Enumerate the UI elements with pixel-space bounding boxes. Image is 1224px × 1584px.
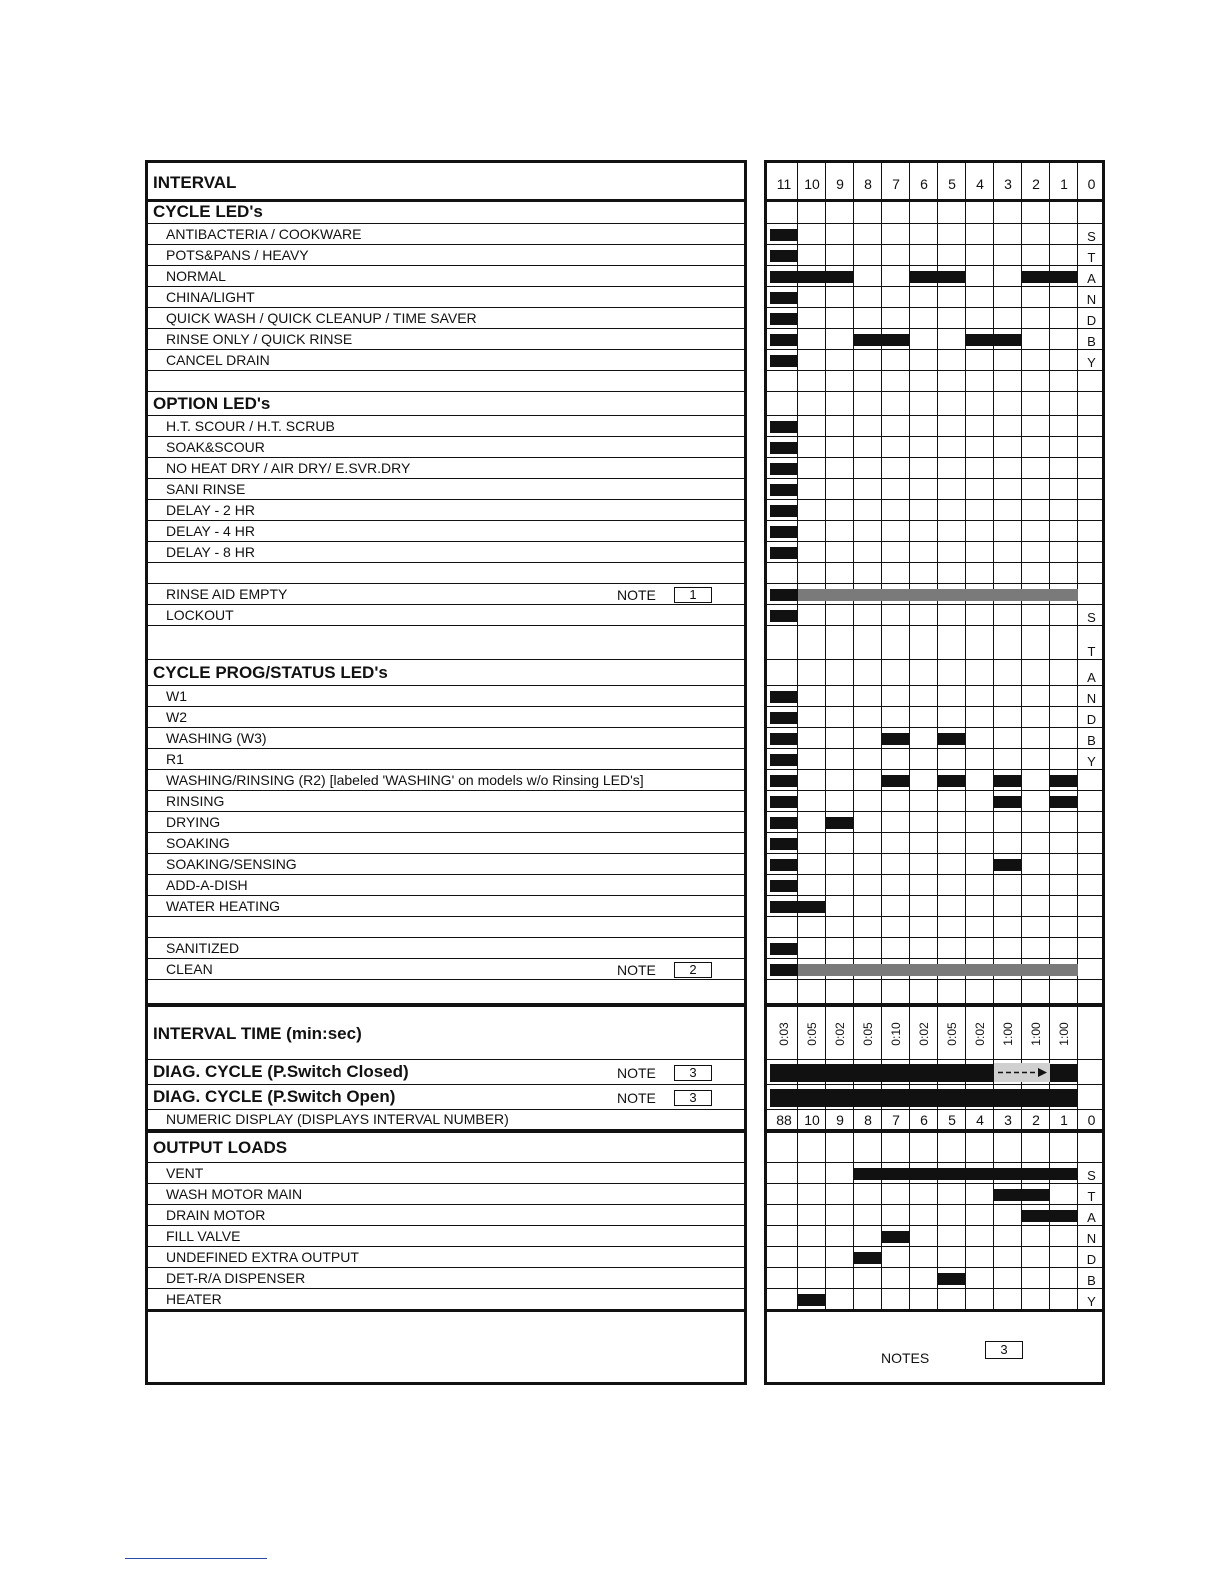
row-divider [148,937,744,938]
numeric-display-value: 9 [836,1112,844,1128]
row-divider [148,769,744,770]
grid-row-divider [767,541,1102,542]
timing-bar [770,271,854,283]
timing-bar [994,1189,1050,1201]
label-drainmotor: DRAIN MOTOR [166,1206,266,1223]
note-number-box: 3 [674,1065,712,1081]
label-pots: POTS&PANS / HEAVY [166,246,309,263]
grid-row-divider [767,727,1102,728]
timing-bar [770,838,798,850]
grid-row-divider [767,1006,1102,1007]
grid-row-divider [767,685,1102,686]
standby-letter: B [1087,334,1096,349]
timing-bar [770,292,798,304]
timing-bar [882,733,910,745]
standby-letter: A [1087,271,1096,286]
row-divider [148,286,744,287]
row-divider [148,499,744,500]
timing-bar [770,880,798,892]
label-washing: WASHING (W3) [166,729,267,746]
row-divider [148,541,744,542]
interval-column-header: 8 [864,176,872,192]
numeric-display-value: 88 [776,1112,792,1128]
timing-bar [770,691,798,703]
timing-bar [994,775,1022,787]
grid-row-divider [767,370,1102,371]
note-number-box: 2 [674,962,712,978]
interval-column-header: 2 [1032,176,1040,192]
numeric-display-value: 5 [948,1112,956,1128]
label-washmotor: WASH MOTOR MAIN [166,1185,303,1202]
row-divider [148,811,744,812]
timing-bar [770,901,826,913]
interval-column-header: 10 [804,176,820,192]
timing-bar [994,859,1022,871]
interval-time-value: 1:00 [1057,1022,1071,1046]
numeric-display-value: 7 [892,1112,900,1128]
grid-column-divider [825,163,826,1310]
grid-row-divider [767,1132,1102,1133]
row-divider [148,583,744,584]
interval-column-header: 6 [920,176,928,192]
row-divider [148,874,744,875]
grid-row-divider [767,1225,1102,1226]
label-soakscour: SOAK&SCOUR [166,438,265,455]
timing-bar [770,355,798,367]
interval-time-value: 0:05 [805,1022,819,1046]
label-antibacteria: ANTIBACTERIA / COOKWARE [166,225,362,242]
standby-letter: N [1086,292,1097,307]
row-divider [148,1109,744,1110]
timing-bar [826,817,854,829]
row-divider [148,832,744,833]
timing-bar [854,1252,882,1264]
label-undefined: UNDEFINED EXTRA OUTPUT [166,1248,359,1265]
interval-time-value: 0:05 [861,1022,875,1046]
standby-letter: D [1086,313,1097,328]
note-number-box: 3 [674,1090,712,1106]
label-soaking: SOAKING [166,834,230,851]
grid-row-divider [767,436,1102,437]
grid-row-divider [767,244,1102,245]
grid-row-divider [767,520,1102,521]
label-cycle_leds: CYCLE LED's [153,201,263,221]
label-numeric: NUMERIC DISPLAY (DISPLAYS INTERVAL NUMBER) [166,1111,509,1127]
label-rinseonly: RINSE ONLY / QUICK RINSE [166,330,353,347]
interval-column-header: 1 [1060,176,1068,192]
grid-row-divider [767,706,1102,707]
standby-letter: D [1086,712,1097,727]
label-htscour: H.T. SCOUR / H.T. SCRUB [166,417,335,434]
row-divider [148,916,744,917]
timing-bar [770,775,798,787]
grid-row-divider [767,1183,1102,1184]
label-fillvalve: FILL VALVE [166,1227,241,1244]
grid-row-divider [767,748,1102,749]
grid-row-divider [767,415,1102,416]
grid-row-divider [767,1267,1102,1268]
interval-column-header: 3 [1004,176,1012,192]
timing-bar [770,421,798,433]
row-divider [148,604,744,605]
row-divider [148,1162,744,1163]
grid-row-divider [767,790,1102,791]
row-divider [148,391,744,392]
grid-row-divider [767,478,1102,479]
row-divider [148,1084,744,1085]
grid-row-divider [767,286,1102,287]
timing-bar [938,1273,966,1285]
interval-time-value: 0:10 [889,1022,903,1046]
grid-row-divider [767,937,1102,938]
row-divider [148,370,744,371]
timing-bar [770,589,798,601]
grid-row-divider [767,265,1102,266]
interval-time-value: 1:00 [1029,1022,1043,1046]
standby-letter: Y [1087,355,1096,370]
row-divider [148,265,744,266]
row-divider [148,853,744,854]
grid-row-divider [767,1246,1102,1247]
standby-letter: T [1087,644,1096,659]
note-number-box: 1 [674,587,712,603]
interval-time-value: 0:02 [973,1022,987,1046]
row-divider [148,1288,744,1289]
label-washrinse: WASHING/RINSING (R2) [labeled 'WASHING' on models w/o Rinsing LED's] [166,771,644,788]
row-divider [148,790,744,791]
timing-bar [770,484,798,496]
label-china: CHINA/LIGHT [166,288,255,305]
numeric-display-value: 4 [976,1112,984,1128]
dashed-arrow-icon [994,1063,1050,1082]
label-drying: DRYING [166,813,221,830]
interval-time-value: 1:00 [1001,1022,1015,1046]
grid-row-divider [767,562,1102,563]
standby-letter: A [1087,670,1096,685]
standby-letter: N [1086,691,1097,706]
row-divider [148,415,744,416]
grid-row-divider [767,958,1102,959]
grid-row-divider [767,199,1102,202]
row-divider [148,748,744,749]
grid-row-divider [767,583,1102,584]
label-soaksense: SOAKING/SENSING [166,855,297,872]
row-divider [148,1204,744,1205]
standby-letter: Y [1087,754,1096,769]
numeric-display-value: 0 [1087,1112,1096,1128]
interval-column-header: 11 [776,176,792,192]
grid-row-divider [767,1109,1102,1110]
grid-row-divider [767,1288,1102,1289]
row-divider [148,307,744,308]
standby-letter: Y [1087,1294,1096,1309]
standby-letter: S [1087,1168,1096,1183]
row-divider [148,727,744,728]
interval-column-header: 7 [892,176,900,192]
row-divider [148,659,744,660]
grid-row-divider [767,457,1102,458]
timing-bar [770,943,798,955]
grid-column-divider [1049,163,1050,1310]
timing-bar [770,505,798,517]
timing-bar [1050,775,1078,787]
note-label: NOTE [617,1089,656,1106]
interval-time-value: 0:05 [945,1022,959,1046]
interval-column-header: 9 [836,176,844,192]
label-option_leds: OPTION LED's [153,393,271,413]
label-output_loads: OUTPUT LOADS [153,1137,288,1157]
timing-bar [770,547,798,559]
interval-column-header: 0 [1087,176,1096,192]
interval-timing-grid [764,160,1105,1385]
interval-time-value: 0:02 [833,1022,847,1046]
timing-bar [770,250,798,262]
label-interval: INTERVAL [153,172,237,192]
label-cycle_prog: CYCLE PROG/STATUS LED's [153,662,388,682]
label-waterheat: WATER HEATING [166,897,281,914]
grid-row-divider [767,1084,1102,1085]
grid-row-divider [767,223,1102,224]
note-label: NOTE [617,586,656,603]
row-divider [148,1309,744,1312]
grid-row-divider [767,895,1102,896]
standby-letter: S [1087,229,1096,244]
timing-bar [1022,1210,1078,1222]
row-divider [148,562,744,563]
grid-row-divider [767,328,1102,329]
label-delay8: DELAY - 8 HR [166,543,255,560]
label-adddish: ADD-A-DISH [166,876,248,893]
timing-bar [798,1294,826,1306]
label-sani: SANI RINSE [166,480,246,497]
timing-bar [770,442,798,454]
timing-bar [770,610,798,622]
standby-letter: D [1086,1252,1097,1267]
numeric-display-value: 10 [804,1112,820,1128]
timing-bar [770,526,798,538]
row-divider [148,436,744,437]
row-divider [148,625,744,626]
timing-bar [1050,796,1078,808]
timing-bar [770,817,798,829]
numeric-display-value: 3 [1004,1112,1012,1128]
timing-bar [770,313,798,325]
numeric-display-value: 2 [1032,1112,1040,1128]
timing-bar [770,796,798,808]
note-label: NOTE [617,961,656,978]
timing-bar [770,733,798,745]
timing-bar [770,334,798,346]
standby-letter: B [1087,733,1096,748]
row-divider [148,457,744,458]
standby-letter: T [1087,1189,1096,1204]
grid-row-divider [767,916,1102,917]
note-label: NOTE [617,1064,656,1081]
timing-bar [854,1168,1078,1180]
numeric-display-value: 1 [1060,1112,1068,1128]
timing-bar [770,859,798,871]
diag-loop-arrow [994,1063,1050,1082]
row-divider [148,244,744,245]
row-divider [148,349,744,350]
grid-row-divider [767,769,1102,770]
timing-bar [770,712,798,724]
row-divider [148,958,744,959]
label-noheat: NO HEAT DRY / AIR DRY/ E.SVR.DRY [166,459,411,476]
chart-labels-panel [145,160,747,1385]
standby-letter: S [1087,610,1096,625]
label-heater: HEATER [166,1290,222,1307]
label-w1: W1 [166,687,187,704]
row-divider [148,1183,744,1184]
row-divider [148,478,744,479]
interval-column-header: 5 [948,176,956,192]
grid-row-divider [767,391,1102,392]
timing-bar [1022,271,1078,283]
row-divider [148,895,744,896]
standby-letter: N [1086,1231,1097,1246]
label-w2: W2 [166,708,187,725]
label-clean: CLEAN [166,960,213,977]
label-diagopen: DIAG. CYCLE (P.Switch Open) [153,1087,396,1106]
timing-bar [770,1089,1078,1107]
row-divider [148,1267,744,1268]
timing-bar [910,271,966,283]
grid-row-divider [767,349,1102,350]
grid-row-divider [767,307,1102,308]
label-quickwash: QUICK WASH / QUICK CLEANUP / TIME SAVER [166,309,477,326]
label-rinsing: RINSING [166,792,225,809]
label-canceldrain: CANCEL DRAIN [166,351,270,368]
interval-time-value: 0:02 [917,1022,931,1046]
label-vent: VENT [166,1164,204,1181]
label-intervaltime: INTERVAL TIME (min:sec) [153,1023,362,1043]
grid-row-divider [767,1059,1102,1060]
notes-label: NOTES [881,1350,930,1366]
label-normal: NORMAL [166,267,226,284]
grid-row-divider [767,832,1102,833]
row-divider [148,1246,744,1247]
footer-link-line [125,1558,267,1559]
grid-row-divider [767,659,1102,660]
grid-row-divider [767,874,1102,875]
grid-row-divider [767,1204,1102,1205]
timing-bar [770,964,798,976]
row-divider [148,685,744,686]
row-divider [148,520,744,521]
numeric-display-value: 6 [920,1112,928,1128]
grid-row-divider [767,625,1102,626]
label-delay2: DELAY - 2 HR [166,501,255,518]
row-divider [148,1132,744,1133]
row-divider [148,1225,744,1226]
notes-number-box: 3 [985,1341,1023,1359]
label-diagclosed: DIAG. CYCLE (P.Switch Closed) [153,1062,409,1081]
row-divider [148,328,744,329]
timing-bar-gray [798,964,1078,976]
timing-bar [770,229,798,241]
row-divider [148,979,744,980]
timing-bar [938,733,966,745]
interval-column-header: 4 [976,176,984,192]
timing-bar [770,463,798,475]
row-divider [148,1006,744,1007]
label-rinseaid: RINSE AID EMPTY [166,585,288,602]
grid-row-divider [767,853,1102,854]
grid-row-divider [767,1309,1102,1312]
timing-bar [854,334,910,346]
interval-time-value: 0:03 [777,1022,791,1046]
timing-bar [770,1064,994,1082]
timing-bar [966,334,1022,346]
standby-letter: A [1087,1210,1096,1225]
timing-bar [1050,1064,1078,1082]
standby-letter: B [1087,1273,1096,1288]
label-lockout: LOCKOUT [166,606,234,623]
row-divider [148,706,744,707]
label-delay4: DELAY - 4 HR [166,522,255,539]
grid-row-divider [767,979,1102,980]
grid-row-divider [767,1162,1102,1163]
label-r1: R1 [166,750,184,767]
numeric-display-value: 8 [864,1112,872,1128]
timing-bar-gray [798,589,1078,601]
timing-bar [770,754,798,766]
grid-row-divider [767,499,1102,500]
grid-row-divider [767,604,1102,605]
row-divider [148,223,744,224]
timing-bar [882,775,910,787]
grid-row-divider [767,811,1102,812]
label-sanitized: SANITIZED [166,939,240,956]
timing-bar [938,775,966,787]
timing-bar [994,796,1022,808]
label-detra: DET-R/A DISPENSER [166,1269,306,1286]
row-divider [148,1059,744,1060]
standby-letter: T [1087,250,1096,265]
timing-bar [882,1231,910,1243]
